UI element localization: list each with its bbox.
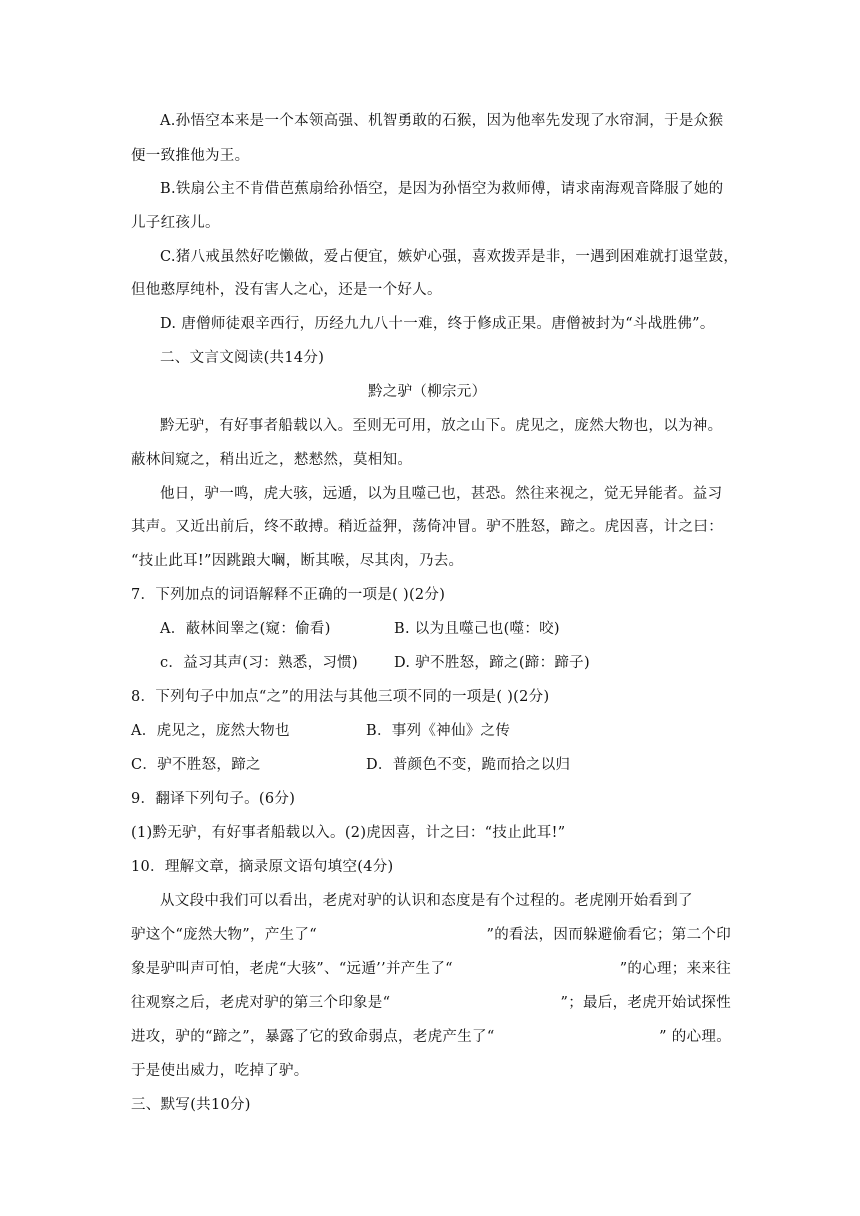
passage-title: 黔之驴（柳宗元） xyxy=(368,384,487,400)
passage-para2-line1: 他日，驴一鸣，虎大骇，远遁，以为且噬己也，甚恐。然往来视之，觉无异能者。益习 xyxy=(160,486,723,502)
q10-line5-after-blank: ” 的心理。 xyxy=(659,1029,731,1045)
q10-line3-before-blank: 象是驴叫声可怕，老虎“大骇”、“远遁’’并产生了“ xyxy=(131,961,453,977)
q10-line4 xyxy=(131,993,731,1013)
passage-para2-line3: “技止此耳!”因跳踉大㘎，断其喉，尽其肉，乃去。 xyxy=(131,553,464,569)
passage-para2-line2: 其声。又近出前后，终不敢搏。稍近益狎，荡倚冲冒。驴不胜怒，蹄之。虎因喜，计之曰： xyxy=(131,519,723,535)
q10-line2-before-blank: 驴这个“庞然大物”，产生了“ xyxy=(131,927,317,943)
option-c-line2: 但他憨厚纯朴，没有害人之心，还是一个好人。 xyxy=(131,282,442,298)
q10-line3 xyxy=(131,959,731,979)
passage-para1-line1: 黔无驴，有好事者船载以入。至则无可用，放之山下。虎见之，庞然大物也，以为神。 xyxy=(160,418,723,434)
q10-line6: 于是使出威力，吃掉了驴。 xyxy=(131,1063,309,1079)
option-b-line2: 儿子红孩儿。 xyxy=(131,215,220,231)
q7-option-a: A．蔽林间睾之(窥：偷看) xyxy=(160,621,331,637)
q8-stem: 8．下列句子中加点“之”的用法与其他三项不同的一项是( )(2分) xyxy=(131,689,550,705)
q10-line5 xyxy=(131,1027,731,1047)
q10-line5-before-blank: 进攻，驴的“蹄之”，暴露了它的致命弱点，老虎产生了“ xyxy=(131,1029,495,1045)
q9-sentences: (1)黔无驴，有好事者船载以入。(2)虎因喜，计之曰：“技止此耳!” xyxy=(131,825,566,841)
q9-stem: 9．翻译下列句子。(6分) xyxy=(131,791,296,807)
option-a-line2: 便一致推他为王。 xyxy=(131,148,250,164)
q10-line4-before-blank: 往观察之后，老虎对驴的第三个印象是“ xyxy=(131,995,391,1011)
option-c-line1: C.猪八戒虽然好吃懒做，爱占便宜，嫉妒心强，喜欢拨弄是非，一遇到困难就打退堂鼓， xyxy=(160,249,739,265)
q7-option-c: c．益习其声(习：熟悉，习惯) xyxy=(160,655,358,671)
option-a-line1: A.孙悟空本来是一个本领高强、机智勇敢的石猴，因为他率先发现了水帘洞，于是众猴 xyxy=(160,113,724,129)
q8-option-d: D．普颜色不变，跪而拾之以归 xyxy=(366,757,571,773)
q10-line1: 从文段中我们可以看出，老虎对驴的认识和态度是有个过程的。老虎刚开始看到了 xyxy=(160,893,693,909)
passage-para1-line2: 蔽林间窥之，稍出近之，慭慭然，莫相知。 xyxy=(131,452,413,468)
section3-heading: 三、默写(共10分) xyxy=(131,1097,251,1113)
q8-option-c: C．驴不胜怒，蹄之 xyxy=(131,757,261,773)
q7-option-b: B. 以为且噬己也(噬：咬) xyxy=(394,621,560,637)
q8-option-b: B．事列《神仙》之传 xyxy=(366,723,511,739)
q8-option-a: A．虎见之，庞然大物也 xyxy=(131,723,290,739)
q10-line2 xyxy=(131,925,731,945)
option-d-line1: D. 唐僧师徒艰辛西行，历经九九八十一难，终于修成正果。唐僧被封为“斗战胜佛”。 xyxy=(160,316,715,332)
q7-stem: 7．下列加点的词语解释不正确的一项是( )(2分) xyxy=(131,587,446,603)
section2-heading: 二、文言文阅读(共14分) xyxy=(160,350,325,366)
q7-option-d: D. 驴不胜怒，蹄之(蹄：蹄子) xyxy=(394,655,590,671)
q10-line4-after-blank: ”；最后，老虎开始试探性 xyxy=(560,995,731,1011)
q10-line2-after-blank: ”的看法，因而躲避偷看它；第二个印 xyxy=(486,927,731,943)
option-b-line1: B.铁扇公主不肯借芭蕉扇给孙悟空，是因为孙悟空为救师傅，请求南海观音降服了她的 xyxy=(160,181,724,197)
q10-line3-after-blank: ”的心理；来来往 xyxy=(619,961,731,977)
q10-stem: 10．理解文章，摘录原文语句填空(4分) xyxy=(131,859,394,875)
